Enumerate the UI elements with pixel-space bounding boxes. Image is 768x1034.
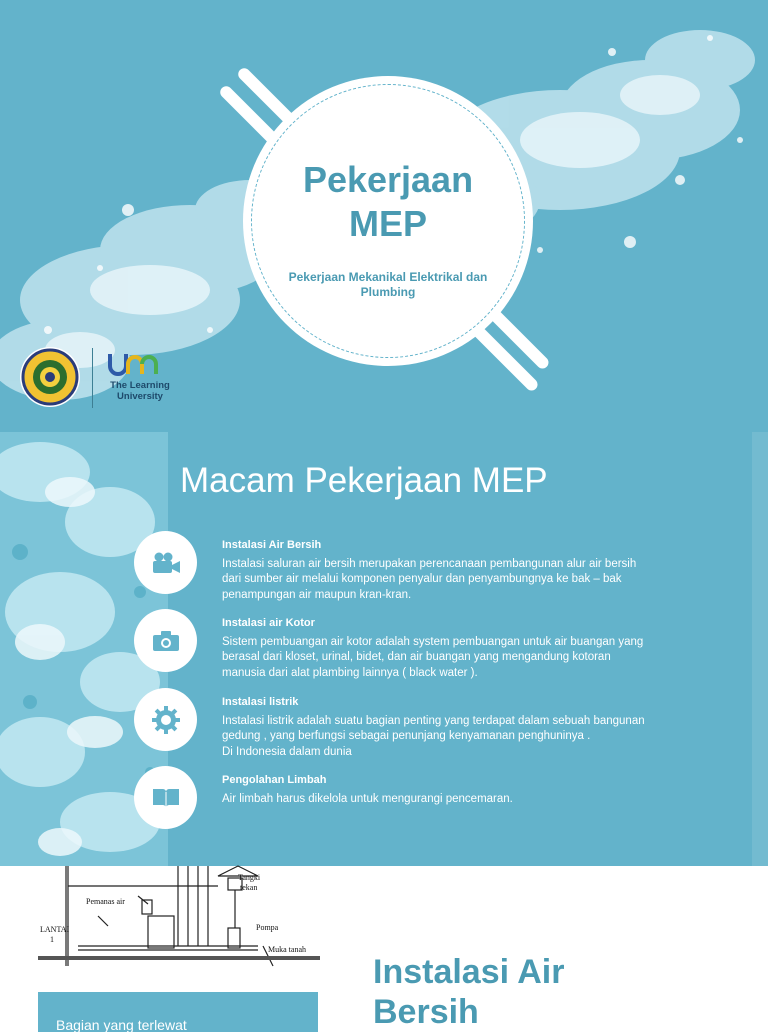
sketch-label: Muka tanah bbox=[268, 945, 306, 954]
logo-divider bbox=[92, 348, 93, 408]
gear-icon bbox=[151, 705, 181, 735]
title-slide bbox=[0, 0, 768, 432]
item-description: Sistem pembuangan air kotor adalah system pembuangan untuk air buangan yang berasal dari kloset, urinal, bidet, dan air buangan yang mengandung kotoran manusia dari alat plambing lainnya ( black water ). bbox=[222, 636, 644, 679]
clean-water-slide bbox=[0, 866, 768, 1033]
book-icon bbox=[151, 786, 181, 810]
item-icon-circle bbox=[134, 609, 197, 672]
item-icon-circle bbox=[134, 766, 197, 829]
item-description: Instalasi saluran air bersih merupakan perencanaan pembangunan alur air bersih dari sumber air melalui komponen penyalur dan penyambungnya ke bak – bak penampungan air maupun kran-kran. bbox=[222, 558, 637, 601]
university-seal-logo bbox=[19, 346, 81, 408]
sketch-label: LANTAI bbox=[40, 925, 70, 934]
logo-tagline: The Learning University bbox=[110, 380, 170, 402]
item-title: Instalasi listrik bbox=[222, 696, 299, 708]
video-camera-icon bbox=[150, 551, 182, 575]
item-title: Instalasi Air Bersih bbox=[222, 539, 322, 551]
slide-heading: Macam Pekerjaan MEP bbox=[180, 461, 548, 500]
slide-subtitle: Pekerjaan Mekanikal Elektrikal dan Plumbing bbox=[288, 270, 488, 299]
sketch-label: Pompa bbox=[256, 923, 279, 932]
item-title: Instalasi air Kotor bbox=[222, 617, 315, 629]
plumbing-diagram-sketch bbox=[38, 866, 320, 976]
camera-icon bbox=[151, 629, 181, 653]
sketch-label: Tangki bbox=[238, 873, 261, 882]
item-description: Air limbah harus dikelola untuk mengurangi pencemaran. bbox=[222, 793, 513, 805]
slide-title: Pekerjaan MEP bbox=[302, 159, 474, 244]
sketch-label: Pemanas air bbox=[86, 897, 125, 906]
mep-types-slide bbox=[0, 432, 768, 866]
item-icon-circle bbox=[134, 531, 197, 594]
info-box-text: Bagian yang terlewat bbox=[56, 1017, 187, 1033]
sketch-label: tekan bbox=[240, 883, 258, 892]
sketch-label: 1 bbox=[50, 935, 54, 944]
right-edge-strip bbox=[752, 432, 768, 866]
item-title: Pengolahan Limbah bbox=[222, 774, 327, 786]
item-icon-circle bbox=[134, 688, 197, 751]
item-description: Instalasi listrik adalah suatu bagian penting yang terdapat dalam sebuah bangunan gedung , yang berfungsi sebagai penunjang kenyamanan penghuninya . Di Indonesia dalam dunia bbox=[222, 715, 645, 758]
slide-heading: Instalasi Air Bersih bbox=[373, 953, 565, 1031]
